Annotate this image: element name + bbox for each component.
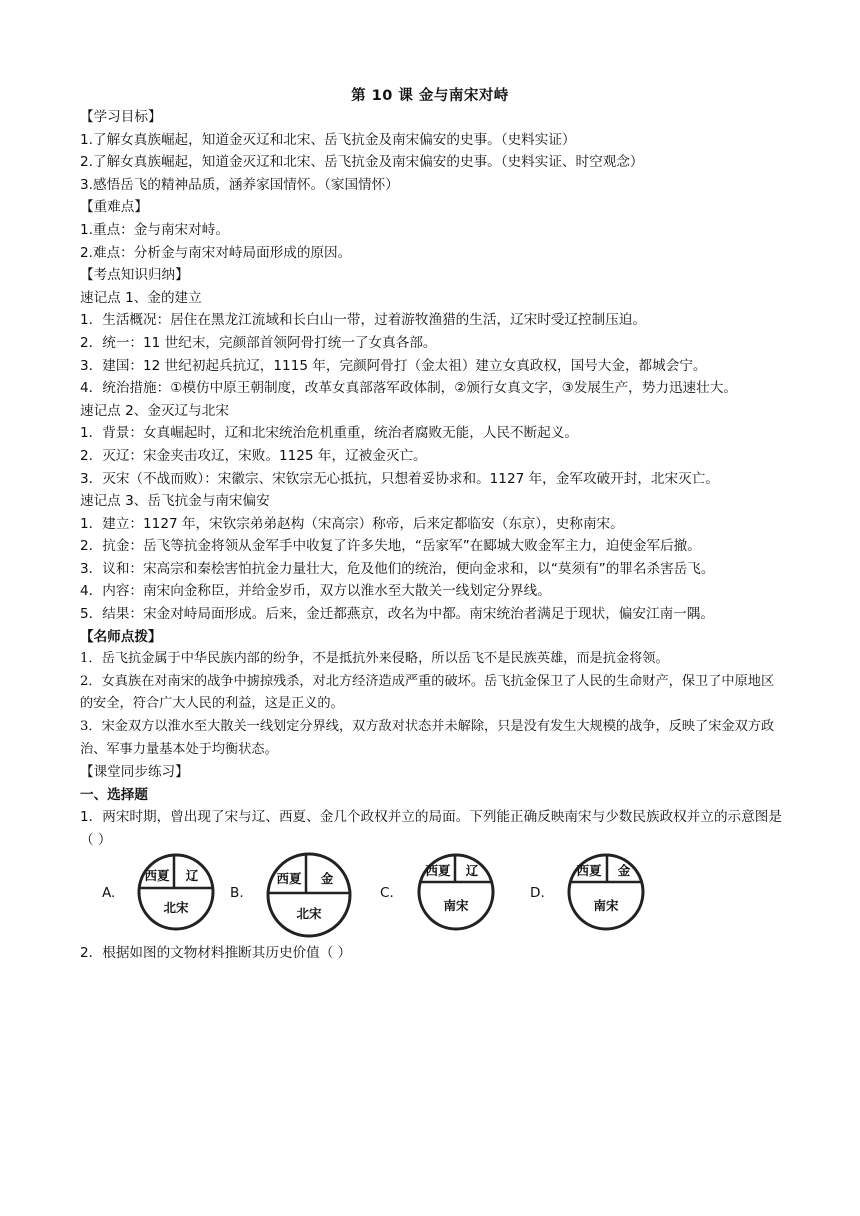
diagram-label: 西夏 xyxy=(425,862,451,878)
knowledge-item: 5．结果：宋金对峙局面形成。后来，金迁都燕京，改名为中都。南宋统治者满足于现状，偏安江南一隅。 xyxy=(80,606,714,623)
knowledge-point-title: 速记点 3、岳飞抗金与南宋偏安 xyxy=(80,493,270,510)
objectives-heading: 【学习目标】 xyxy=(80,109,162,125)
knowledge-item: 4．统治措施：①模仿中原王朝制度，改革女真部落军政体制，②颁行女真文字，③发展生产，势力迅速壮大。 xyxy=(80,380,737,397)
knowledge-item: 3．灭宋（不战而败）：宋徽宗、宋钦宗无心抵抗，只想着妥协求和。1127 年，金军攻破开封，北宋灭亡。 xyxy=(80,470,719,487)
document-body xyxy=(80,106,785,964)
teacher-tip-item: 2．女真族在对南宋的战争中掳掠残杀，对北方经济造成严重的破坏。岳飞抗金保卫了人民的生命财产，保卫了中原地区的安全，符合广大人民的利益，这是正义的。 xyxy=(80,673,775,712)
diagram-label: 北宋 xyxy=(163,899,189,915)
practice-heading: 【课堂同步练习】 xyxy=(80,764,189,781)
diagram-label: 金 xyxy=(617,862,631,878)
question-2: 2．根据如图的文物材料推断其历史价值（ ） xyxy=(80,944,352,961)
knowledge-item: 2．统一：11 世纪末，完颜部首领阿骨打统一了女真各部。 xyxy=(80,334,437,351)
option-d-diagram xyxy=(564,852,648,936)
objective-item: 1.了解女真族崛起，知道金灭辽和北宋、岳飞抗金及南宋偏安的史事。（史料实证） xyxy=(80,131,576,148)
keypoint-item: 1.重点：金与南宋对峙。 xyxy=(80,221,229,238)
question-1: 1．两宋时期，曾出现了宋与辽、西夏、金几个政权并立的局面。下列能正确反映南宋与少数民族政权并立的示意图是（ ） xyxy=(80,809,782,848)
knowledge-point-title: 速记点 1、金的建立 xyxy=(80,289,202,306)
diagram-label: 南宋 xyxy=(443,897,469,913)
option-c-diagram xyxy=(414,852,498,936)
knowledge-item: 1．生活概况：居住在黑龙江流域和长白山一带，过着游牧渔猎的生活，辽宋时受辽控制压迫。 xyxy=(80,312,646,329)
diagram-label: 西夏 xyxy=(144,867,170,883)
knowledge-item: 2．抗金：岳飞等抗金将领从金军手中收复了许多失地，“岳家军”在郾城大败金军主力，迫使金军后撤。 xyxy=(80,538,701,555)
diagram-label: 辽 xyxy=(185,867,199,883)
knowledge-item: 1．建立：1127 年，宋钦宗弟弟赵构（宋高宗）称帝，后来定都临安（东京），史称南宋。 xyxy=(80,515,624,532)
diagram-label: 西夏 xyxy=(276,870,302,886)
knowledge-heading: 【考点知识归纳】 xyxy=(80,267,189,284)
answer-options xyxy=(80,852,785,942)
keypoint-item: 2.难点：分析金与南宋对峙局面形成的原因。 xyxy=(80,244,352,261)
teacher-tip-item: 1．岳飞抗金属于中华民族内部的纷争，不是抵抗外来侵略，所以岳飞不是民族英雄，而是抗金将领。 xyxy=(80,651,669,667)
knowledge-item: 4．内容：南宋向金称臣，并给金岁币，双方以淮水至大散关一线划定分界线。 xyxy=(80,583,551,600)
knowledge-item: 2．灭辽：宋金夹击攻辽，宋败。1125 年，辽被金灭亡。 xyxy=(80,447,427,464)
objective-item: 3.感悟岳飞的精神品质，涵养家国情怀。（家国情怀） xyxy=(80,176,399,193)
teacher-tips-heading: 【名师点拨】 xyxy=(80,628,162,645)
option-letter: C. xyxy=(380,884,394,901)
teacher-tip-item: 3．宋金双方以淮水至大散关一线划定分界线，双方敌对状态并未解除，只是没有发生大规模的战争，反映了宋金双方政治、军事力量基本处于均衡状态。 xyxy=(80,719,775,757)
option-letter: A. xyxy=(102,884,116,901)
option-a-diagram xyxy=(134,852,218,936)
knowledge-item: 1．背景：女真崛起时，辽和北宋统治危机重重，统治者腐败无能，人民不断起义。 xyxy=(80,425,579,442)
knowledge-item: 3．议和：宋高宗和秦桧害怕抗金力量壮大，危及他们的统治，便向金求和，以“莫须有”的罪名杀害岳飞。 xyxy=(80,560,715,577)
keypoints-heading: 【重难点】 xyxy=(80,199,148,216)
choice-section-heading: 一、选择题 xyxy=(80,786,148,803)
option-b-diagram xyxy=(264,852,354,942)
diagram-label: 北宋 xyxy=(296,905,322,921)
page-title: 第 10 课 金与南宋对峙 xyxy=(351,88,509,104)
diagram-label: 南宋 xyxy=(593,897,619,913)
objective-item: 2.了解女真族崛起，知道金灭辽和北宋、岳飞抗金及南宋偏安的史事。（史料实证、时空观念） xyxy=(80,154,644,171)
option-letter: D. xyxy=(530,884,545,901)
diagram-label: 辽 xyxy=(465,862,479,878)
diagram-label: 西夏 xyxy=(576,862,602,878)
knowledge-point-title: 速记点 2、金灭辽与北宋 xyxy=(80,402,229,419)
option-letter: B. xyxy=(230,884,244,901)
diagram-label: 金 xyxy=(320,870,334,886)
knowledge-item: 3．建国：12 世纪初起兵抗辽，1115 年，完颜阿骨打（金太祖）建立女真政权，国号大金，都城会宁。 xyxy=(80,357,707,374)
